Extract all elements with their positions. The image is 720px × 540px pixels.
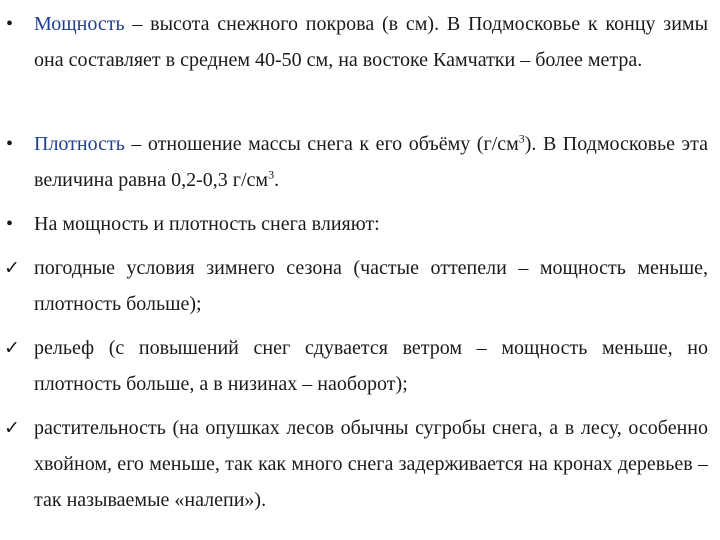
bullet-marker: •	[6, 13, 14, 35]
checkmark-icon: ✓	[4, 337, 20, 359]
definition-density-c: .	[274, 169, 280, 191]
item-text: растительность (на опушках лесов обычны сугробы снега, а в лесу, особенно хвойном, его меньше, так как много снега задерживается на кронах деревьев – так называемые «налепи»).	[34, 417, 708, 511]
term-thickness: Мощность	[34, 13, 125, 35]
definition-density-a: – отношение массы снега к его объёму (г/см	[124, 133, 519, 155]
item-text: рельеф (с повышений снег сдувается ветром – мощность меньше, но плотность больше, а в низинах – наоборот);	[34, 337, 708, 395]
item-text	[34, 126, 708, 198]
definition-thickness: – высота снежного покрова (в см). В Подмосковье к концу зимы она составляет в среднем 40-50 см, на востоке Камчатки – более метра.	[34, 13, 708, 71]
item-text	[34, 6, 708, 78]
superscript-3: 3	[518, 131, 525, 146]
checkmark-icon: ✓	[4, 257, 20, 279]
checkmark-icon: ✓	[4, 417, 20, 439]
bullet-marker: •	[6, 213, 14, 235]
definition-density-b: ). В Подмосковье эта величина равна 0,2-0,3 г/см	[34, 133, 708, 191]
superscript-3: 3	[268, 167, 275, 182]
item-text: погодные условия зимнего сезона (частые оттепели – мощность меньше, плотность больше);	[34, 257, 708, 315]
bullet-marker: •	[6, 133, 14, 155]
term-density: Плотность	[34, 133, 125, 155]
item-text: На мощность и плотность снега влияют:	[34, 213, 380, 235]
